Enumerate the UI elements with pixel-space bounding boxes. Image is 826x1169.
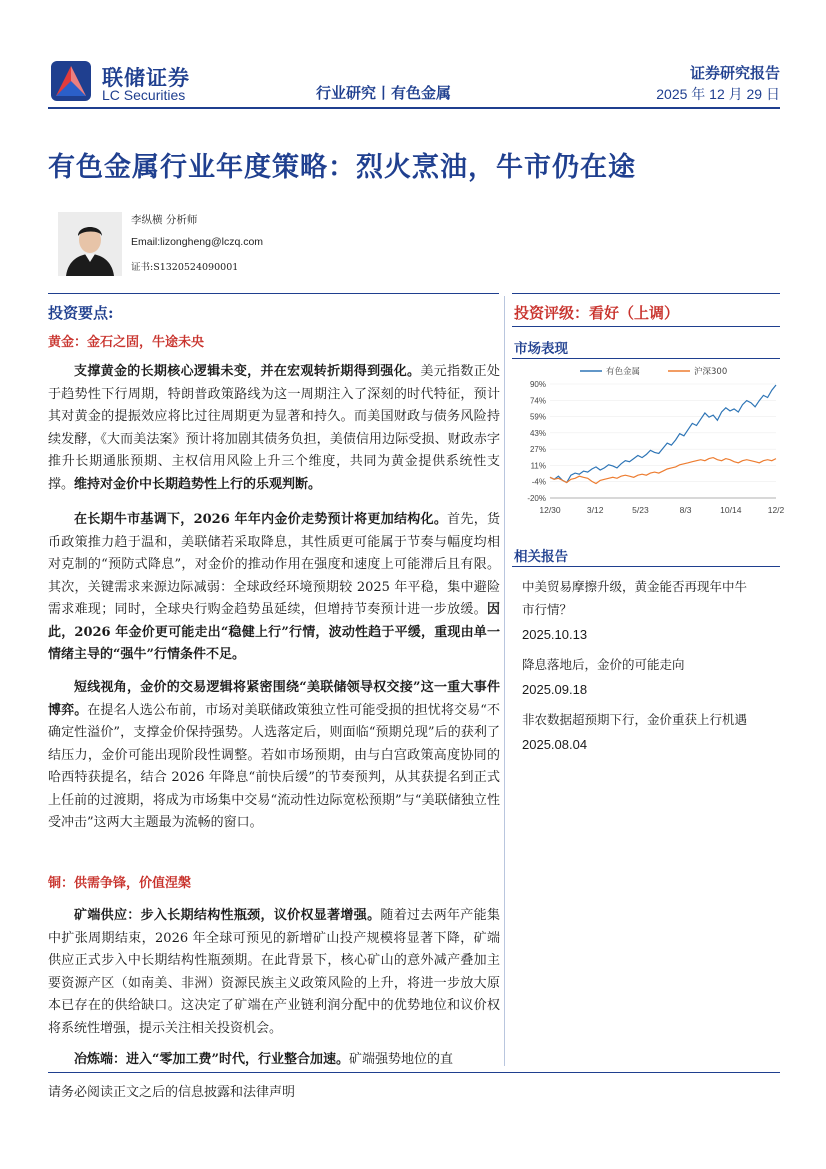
related-report-2-title[interactable]: 降息落地后，金价的可能走向 xyxy=(522,657,685,672)
investment-rating: 投资评级：看好（上调） xyxy=(514,304,680,322)
company-logo xyxy=(50,60,200,104)
gold-subtitle: 黄金：金石之固，牛途未央 xyxy=(48,335,205,350)
market-performance-title: 市场表现 xyxy=(514,341,568,357)
chart-y-tick-label: -20% xyxy=(527,494,546,503)
chart-x-tick-label: 10/14 xyxy=(720,505,742,515)
copper-p1-body: 随着过去两年产能集中扩张周期结束，2026 年全球可预见的新增矿山投产规模将显著下降，矿端供应正式步入中长期结构性瓶颈期。在此背景下，核心矿山的意外减产叠加主要资源产区（如南美、非洲）资源民族主义政策风险的上升，将进一步放大原本已存在的供给缺口。这决定了矿端在产业链利润分配中的优势地位和议价权将系统性增强，提示关注相关投资机会。 xyxy=(48,908,500,1036)
right-column-top-rule xyxy=(512,293,780,294)
column-divider xyxy=(504,296,505,1066)
copper-p2-lead: 冶炼端：进入“零加工费”时代，行业整合加速。 xyxy=(74,1052,349,1067)
copper-paragraph-2 xyxy=(48,1049,500,1072)
copper-subtitle: 铜：供需争锋，价值涅槃 xyxy=(48,876,192,891)
chart-y-tick-label: 74% xyxy=(529,396,546,406)
gold-paragraph-1 xyxy=(48,361,500,496)
related-report-1-date: 2025.10.13 xyxy=(522,627,588,642)
gold-p1-body: 美元指数正处于趋势性下行周期，特朗普政策路线为这一周期注入了深刻的时代特征，预计其对黄金的提振效应将比过往周期更为显著和持久。而美国财政与债务风险持续发酵，《大而美法案》预计将加剧其债务负担，美债信用边际受损、财政赤字推升长期通胀预期、主权信用风险上升三个维度，共同为黄金提供系统性支撑。 xyxy=(48,364,500,492)
copper-p2-body: 矿端强势地位的直 xyxy=(348,1052,453,1067)
market-rule xyxy=(512,358,780,359)
copper-paragraph-1 xyxy=(48,905,500,1040)
market-performance-chart xyxy=(512,362,785,522)
gold-p2-conclusion: 因此，2026 年金价更可能走出“稳健上行”行情，波动性趋于平缓，重现由单一情绪主导的“强牛”行情条件不足。 xyxy=(48,602,500,662)
report-category: 行业研究丨有色金属 xyxy=(316,84,452,102)
report-title: 有色金属行业年度策略：烈火烹油，牛市仍在途 xyxy=(48,152,636,183)
copper-p1-lead: 矿端供应：步入长期结构性瓶颈，议价权显著增强。 xyxy=(74,908,381,923)
report-date: 2025 年 12 月 29 日 xyxy=(656,86,780,102)
chart-series-line-2 xyxy=(550,458,776,484)
related-rule xyxy=(512,566,780,567)
left-column-top-rule xyxy=(48,293,499,294)
gold-paragraph-3 xyxy=(48,677,500,835)
related-report-1-title-line-1[interactable]: 中美贸易摩擦升级，黄金能否再现年中牛 xyxy=(522,579,748,594)
report-type: 证券研究报告 xyxy=(689,64,780,82)
gold-p3-body: 在提名人选公布前，市场对美联储政策独立性可能受损的担忧将交易“不确定性溢价”，支撑金价保持强势。人选落定后，则面临“预期兑现”后的获利了结压力，金价可能出现阶段性调整。若如市场预期，由与白宫政策高度协同的哈西特获提名，结合 2026 年降息“前快后缓”的节奏预判，从其获提名到正式上任前的过渡期，将成为市场集中交易“流动性边际宽松预期”与“美联储独立性受冲击”这两大主题最为流畅的窗口。 xyxy=(48,702,500,830)
chart-y-tick-label: 11% xyxy=(530,461,546,471)
header-divider xyxy=(48,107,780,109)
gold-p2-body: 首先，货币政策推力趋于温和，美联储若采取降息，其性质更可能属于节奏与幅度均相对克制的“预防式降息”，对金价的推动作用在强度和速度上可能滞后且有限。其次，关键需求来源边际减弱：全球政经环境预期较 2025 年平稳，集中避险需求难现；同时，全球央行购金趋势虽延续，但增持节奏预计进一步放缓。 xyxy=(48,512,500,617)
gold-p1-conclusion: 维持对金价中长期趋势性上行的乐观判断。 xyxy=(74,476,322,492)
chart-y-tick-label: 90% xyxy=(529,380,546,389)
chart-legend-label-1: 有色金属 xyxy=(606,367,641,377)
lc-logo-icon xyxy=(50,60,92,102)
related-report-3-date: 2025.08.04 xyxy=(522,737,588,752)
related-report-2-date: 2025.09.18 xyxy=(522,682,588,697)
chart-y-tick-label: 43% xyxy=(529,428,546,438)
footer-rule xyxy=(48,1072,780,1073)
gold-paragraph-2 xyxy=(48,509,500,667)
logo-en: LC Securities xyxy=(102,87,186,103)
analyst-name: 李纵横 分析师 xyxy=(131,214,198,226)
related-report-3-title[interactable]: 非农数据超预期下行，金价重获上行机遇 xyxy=(522,712,748,727)
gold-p3-lead: 短线视角，金价的交易逻辑将紧密围绕“美联储领导权交接”这一重大事件博弈。 xyxy=(48,680,500,718)
related-reports-title: 相关报告 xyxy=(514,549,568,565)
footer-disclaimer[interactable]: 请务必阅读正文之后的信息披露和法律声明 xyxy=(48,1085,296,1100)
chart-x-tick-label: 12/2 xyxy=(767,505,785,515)
chart-x-tick-label: 3/12 xyxy=(586,505,604,515)
chart-legend-label-2: 沪深300 xyxy=(694,367,728,377)
chart-y-tick-label: 27% xyxy=(529,445,546,455)
logo-cn: 联储证券 xyxy=(102,66,190,90)
chart-x-tick-label: 5/23 xyxy=(632,505,649,515)
section-title: 投资要点: xyxy=(48,304,114,322)
analyst-cert: 证书:S1320524090001 xyxy=(131,262,239,273)
chart-series-line-1 xyxy=(550,385,776,483)
rating-rule xyxy=(512,326,780,327)
gold-p1-lead: 支撑黄金的长期核心逻辑未变，并在宏观转折期得到强化。 xyxy=(74,364,421,379)
chart-y-tick-label: 59% xyxy=(529,412,546,422)
chart-x-tick-label: 12/30 xyxy=(539,505,561,515)
chart-x-tick-label: 8/3 xyxy=(679,505,692,515)
gold-p2-lead: 在长期牛市基调下，2026 年年内金价走势预计将更加结构化。 xyxy=(74,512,448,527)
chart-y-tick-label: -4% xyxy=(531,477,546,487)
related-report-1-title-line-2[interactable]: 市行情？ xyxy=(522,602,573,617)
analyst-photo-icon xyxy=(58,212,122,276)
analyst-email[interactable]: Email:lizongheng@lczq.com xyxy=(131,236,264,248)
